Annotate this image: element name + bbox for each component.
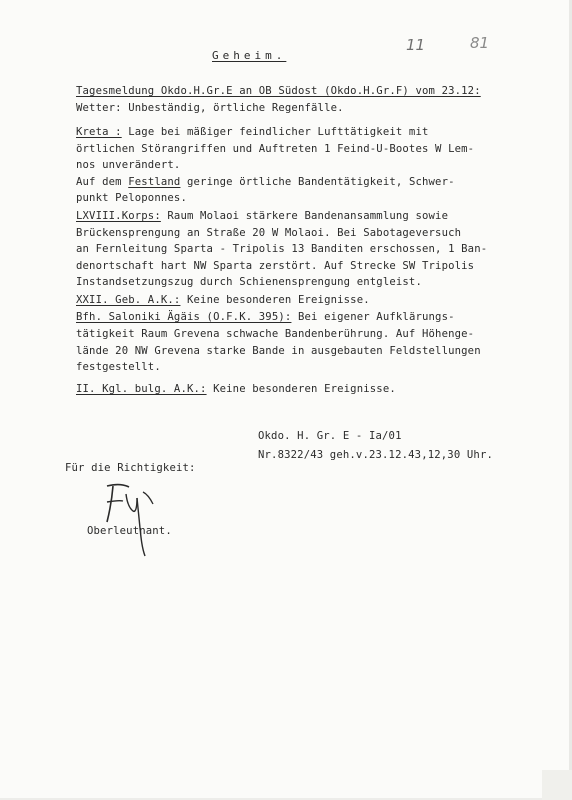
report-line [76,226,461,240]
line-text: Raum Molaoi stärkere Bandenansammlung sowie [160,210,449,222]
line-text: Brückensprengung an Straße 20 W Molaoi. Bei Sabotageversuch [76,227,462,239]
report-line [76,310,455,324]
line-text: Wetter: Unbeständig, örtliche Regenfälle. [76,102,344,114]
report-line [76,327,474,341]
report-line [76,360,161,374]
report-line [76,275,422,289]
line-text: Auf dem [76,176,129,188]
report-line [76,242,487,256]
underlined-label: Bfh. Saloniki Ägäis (O.F.K. 395): [76,311,292,323]
line-text: tätigkeit Raum Grevena schwache Bandenberührung. Auf Höhenge- [76,328,475,340]
report-line [76,344,481,358]
report-line [76,142,474,156]
line-text: Keine besonderen Ereignisse. [180,294,370,306]
underlined-label: Festland [128,176,181,188]
report-line [76,125,429,139]
classification-heading: Geheim. [212,49,287,62]
reference-line-2: Nr.8322/43 geh.v.23.12.43,12,30 Uhr. [258,449,494,461]
line-text: an Fernleitung Sparta - Tripolis 13 Banditen erschossen, 1 Ban- [76,243,488,255]
signature-title: Oberleutnant. [87,525,172,537]
line-text: Keine besonderen Ereignisse. [206,383,396,395]
certification-label: Für die Richtigkeit: [65,462,196,474]
report-line [76,382,396,396]
line-text: lände 20 NW Grevena starke Bande in ausgebauten Feldstellungen [76,345,481,357]
line-text: örtlichen Störangriffen und Auftreten 1 Feind-U-Bootes W Lem- [76,143,475,155]
page-corner [542,770,572,800]
report-line [76,101,344,115]
report-line [76,84,481,98]
underlined-label: Tagesmeldung Okdo.H.Gr.E an OB Südost (Okdo.H.Gr.F) vom 23.12: [76,85,481,97]
line-text: Lage bei mäßiger feindlicher Lufttätigkeit mit [121,126,429,138]
line-text: festgestellt. [76,361,161,373]
line-text: geringe örtliche Bandentätigkeit, Schwer- [180,176,455,188]
report-line [76,293,370,307]
handwritten-signature [93,478,173,558]
report-line [76,209,448,223]
underlined-label: Kreta : [76,126,122,138]
reference-line-1: Okdo. H. Gr. E - Ia/01 [258,430,402,442]
underlined-label: LXVIII.Korps: [76,210,161,222]
report-line [76,191,187,205]
line-text: denortschaft hart NW Sparta zerstört. Auf Strecke SW Tripolis [76,260,475,272]
page-number-left: 11 [406,36,426,54]
page-number-right: 81 [470,34,490,52]
report-line [76,158,180,172]
report-line [76,175,455,189]
underlined-label: II. Kgl. bulg. A.K.: [76,383,207,395]
report-line [76,259,474,273]
line-text: nos unverändert. [76,159,181,171]
line-text: Instandsetzungszug durch Schienensprengung entgleist. [76,276,422,288]
line-text: Bei eigener Aufklärungs- [291,311,455,323]
underlined-label: XXII. Geb. A.K.: [76,294,181,306]
line-text: punkt Peloponnes. [76,192,187,204]
